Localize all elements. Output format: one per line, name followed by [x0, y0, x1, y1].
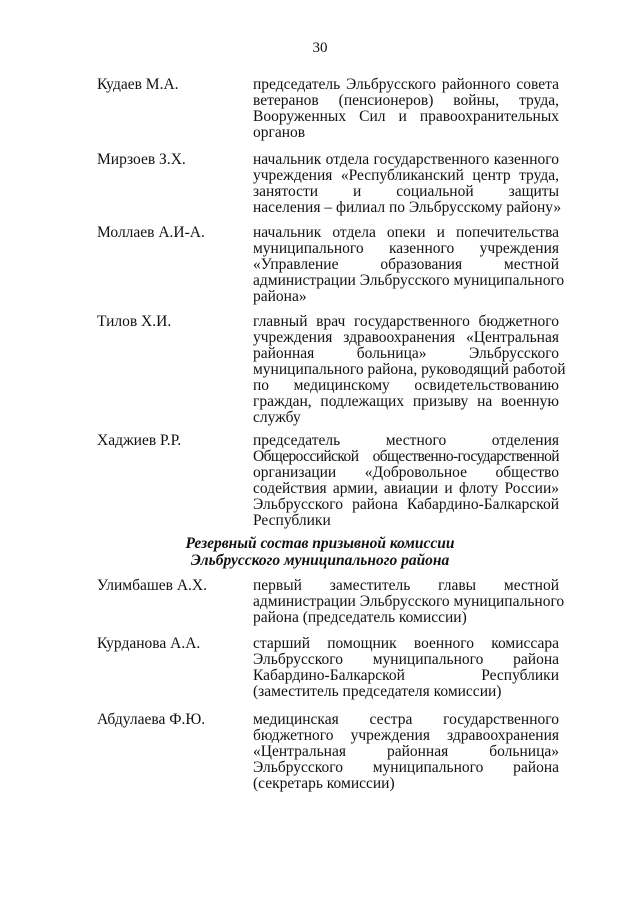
member-role — [253, 77, 559, 141]
role-line: председатель местного отделения — [253, 432, 559, 449]
role-line: граждан, подлежащих призыву на военную — [253, 393, 559, 410]
member-name: Мирзоев З.Х. — [97, 151, 186, 168]
reserve-heading-line: Эльбрусского муниципального района — [190, 552, 450, 569]
reserve-heading-line: Резервный состав призывной комиссии — [185, 535, 455, 552]
page-number: 30 — [312, 40, 328, 56]
role-line: медицинская сестра государственного — [253, 711, 559, 728]
role-line: первый заместитель главы местной — [253, 577, 559, 594]
member-name: Хаджиев Р.Р. — [97, 432, 182, 449]
role-line: администрации Эльбрусского муниципального — [253, 272, 565, 289]
role-line: занятости и социальной защиты — [253, 183, 559, 200]
member-name: Кудаев М.А. — [97, 76, 179, 93]
member-role — [253, 433, 559, 529]
role-line: начальник отдела опеки и попечительства — [253, 224, 559, 241]
role-line: учреждения здравоохранения «Центральная — [253, 329, 559, 346]
role-line: Эльбрусского муниципального района — [253, 651, 559, 668]
role-line: органов — [253, 124, 306, 141]
role-line: районная больница» Эльбрусского — [253, 345, 559, 362]
role-line: ветеранов (пенсионеров) войны, труда, — [253, 92, 559, 109]
member-role — [253, 712, 559, 792]
role-line: Эльбрусского района Кабардино-Балкарской — [253, 496, 559, 513]
role-line: (секретарь комиссии) — [253, 775, 395, 792]
role-line: учреждения «Республиканский центр труда, — [253, 167, 559, 184]
role-line: муниципального района, руководящий работой — [253, 361, 566, 378]
role-line: службу — [253, 409, 301, 426]
reserve-section-heading — [0, 535, 640, 569]
member-name: Моллаев А.И-А. — [97, 224, 205, 241]
member-name: Курданова А.А. — [97, 635, 201, 652]
member-role — [253, 313, 566, 426]
role-line: бюджетного учреждения здравоохранения — [253, 727, 559, 744]
role-line: Кабардино-Балкарской Республики — [253, 667, 559, 684]
role-line: населения – филиал по Эльбрусскому району» — [253, 199, 562, 216]
member-name: Тилов Х.И. — [97, 313, 172, 330]
role-line: начальник отдела государственного казенного — [253, 151, 559, 168]
member-role — [253, 224, 565, 305]
member-role — [253, 636, 559, 700]
role-line: по медицинскому освидетельствованию — [253, 377, 559, 394]
role-line: «Центральная районная больница» — [253, 743, 559, 760]
member-role — [253, 151, 562, 216]
member-role — [253, 577, 565, 626]
role-line: администрации Эльбрусского муниципального — [253, 593, 565, 610]
role-line: Вооруженных Сил и правоохранительных — [253, 108, 559, 125]
role-line: (заместитель председателя комиссии) — [253, 683, 502, 700]
member-name: Абдулаева Ф.Ю. — [97, 711, 206, 728]
member-name: Улимбашев А.Х. — [97, 577, 207, 594]
role-line: старший помощник военного комиссара — [253, 635, 559, 652]
role-line: главный врач государственного бюджетного — [253, 313, 559, 330]
role-line: муниципального казенного учреждения — [253, 240, 559, 257]
role-line: Эльбрусского муниципального района — [253, 759, 559, 776]
role-line: Республики — [253, 512, 331, 529]
role-line: района (председатель комиссии) — [253, 609, 467, 626]
role-line: района» — [253, 288, 307, 305]
role-line: содействия армии, авиации и флоту России» — [253, 480, 559, 497]
role-line: Общероссийской общественно-государственной — [253, 448, 559, 465]
role-line: организации «Добровольное общество — [253, 464, 559, 481]
role-line: «Управление образования местной — [253, 256, 559, 273]
role-line: председатель Эльбрусского районного совета — [253, 76, 559, 93]
